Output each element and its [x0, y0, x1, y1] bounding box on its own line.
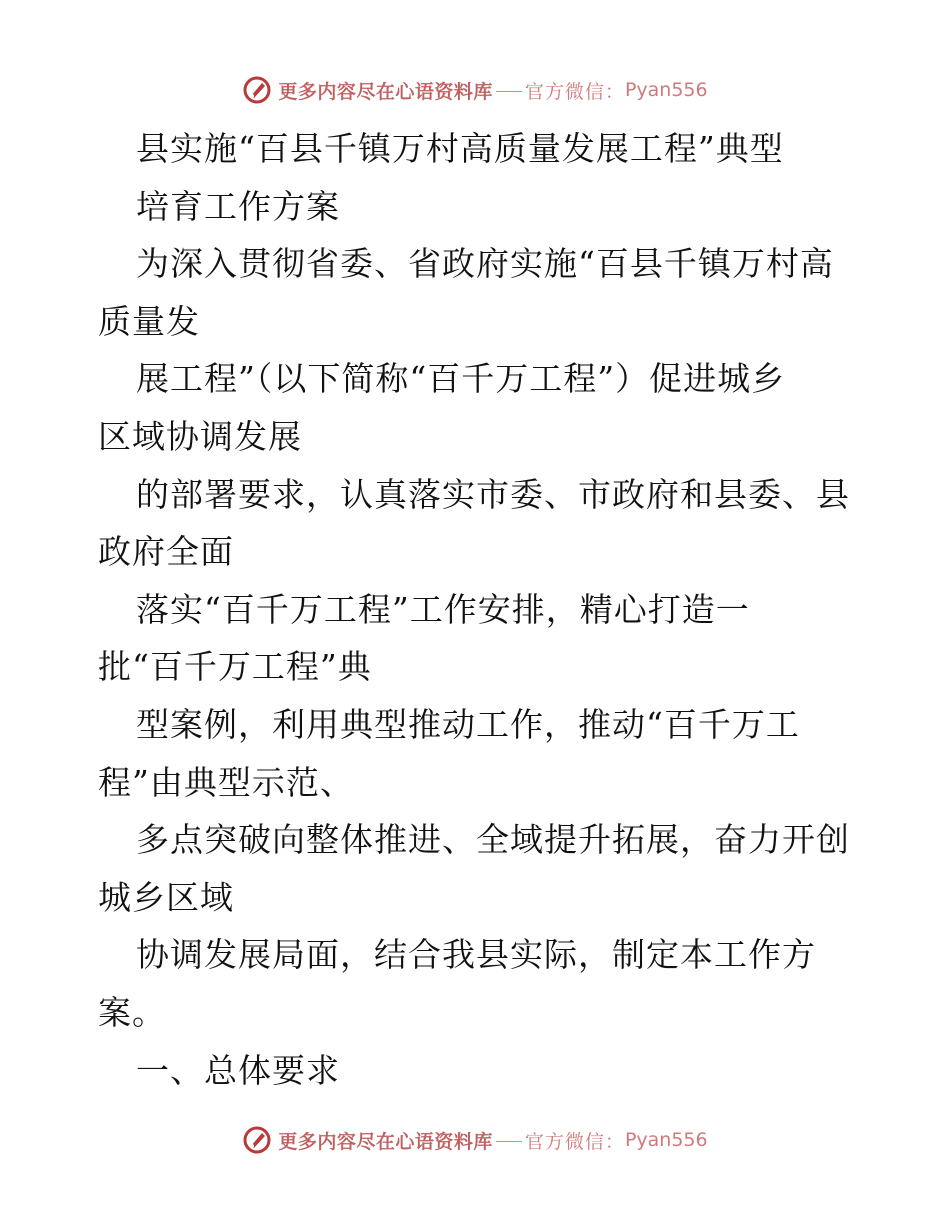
paragraph-line: 为深入贯彻省委、省政府实施“百县千镇万村高	[136, 244, 834, 284]
section-heading: 一、总体要求	[136, 1050, 340, 1090]
paragraph-line: 城乡区域	[98, 877, 234, 917]
watermark-wechat-id: Pyan556	[624, 1129, 708, 1151]
watermark-wechat-label: 官方微信：	[524, 80, 625, 103]
paragraph-line: 的部署要求，认真落实市委、市政府和县委、县	[136, 474, 850, 514]
watermark-banner-bottom	[0, 1120, 950, 1160]
pen-logo-icon	[242, 75, 272, 105]
document-title-line-1: 县实施“百县千镇万村高质量发展工程”典型	[136, 129, 784, 168]
paragraph-line: 展工程”（以下简称“百千万工程”）促进城乡	[136, 359, 786, 399]
paragraph-line: 批“百千万工程”典	[98, 647, 372, 687]
paragraph-line: 区域协调发展	[98, 416, 302, 456]
document-body	[98, 120, 858, 1099]
paragraph-line: 质量发	[98, 301, 200, 341]
paragraph-line: 案。	[98, 992, 166, 1032]
watermark-text: 更多内容尽在心语资料库	[278, 1130, 493, 1153]
paragraph-line: 落实“百千万工程”工作安排，精心打造一	[136, 589, 750, 629]
paragraph-line: 多点突破向整体推进、全域提升拓展，奋力开创	[136, 820, 850, 860]
watermark-text: 更多内容尽在心语资料库	[278, 80, 493, 103]
watermark-separator	[496, 1141, 522, 1142]
watermark-separator	[496, 91, 522, 92]
watermark-wechat-label: 官方微信：	[524, 1130, 625, 1153]
watermark-wechat-id: Pyan556	[624, 79, 708, 101]
paragraph-line: 型案例，利用典型推动工作，推动“百千万工	[136, 704, 800, 744]
paragraph-line: 协调发展局面，结合我县实际，制定本工作方	[136, 935, 816, 975]
document-title-line-2: 培育工作方案	[136, 186, 340, 226]
paragraph-line: 程”由典型示范、	[98, 762, 354, 802]
paragraph-line: 政府全面	[98, 532, 234, 572]
watermark-banner-top	[0, 70, 950, 110]
pen-logo-icon	[242, 1125, 272, 1155]
